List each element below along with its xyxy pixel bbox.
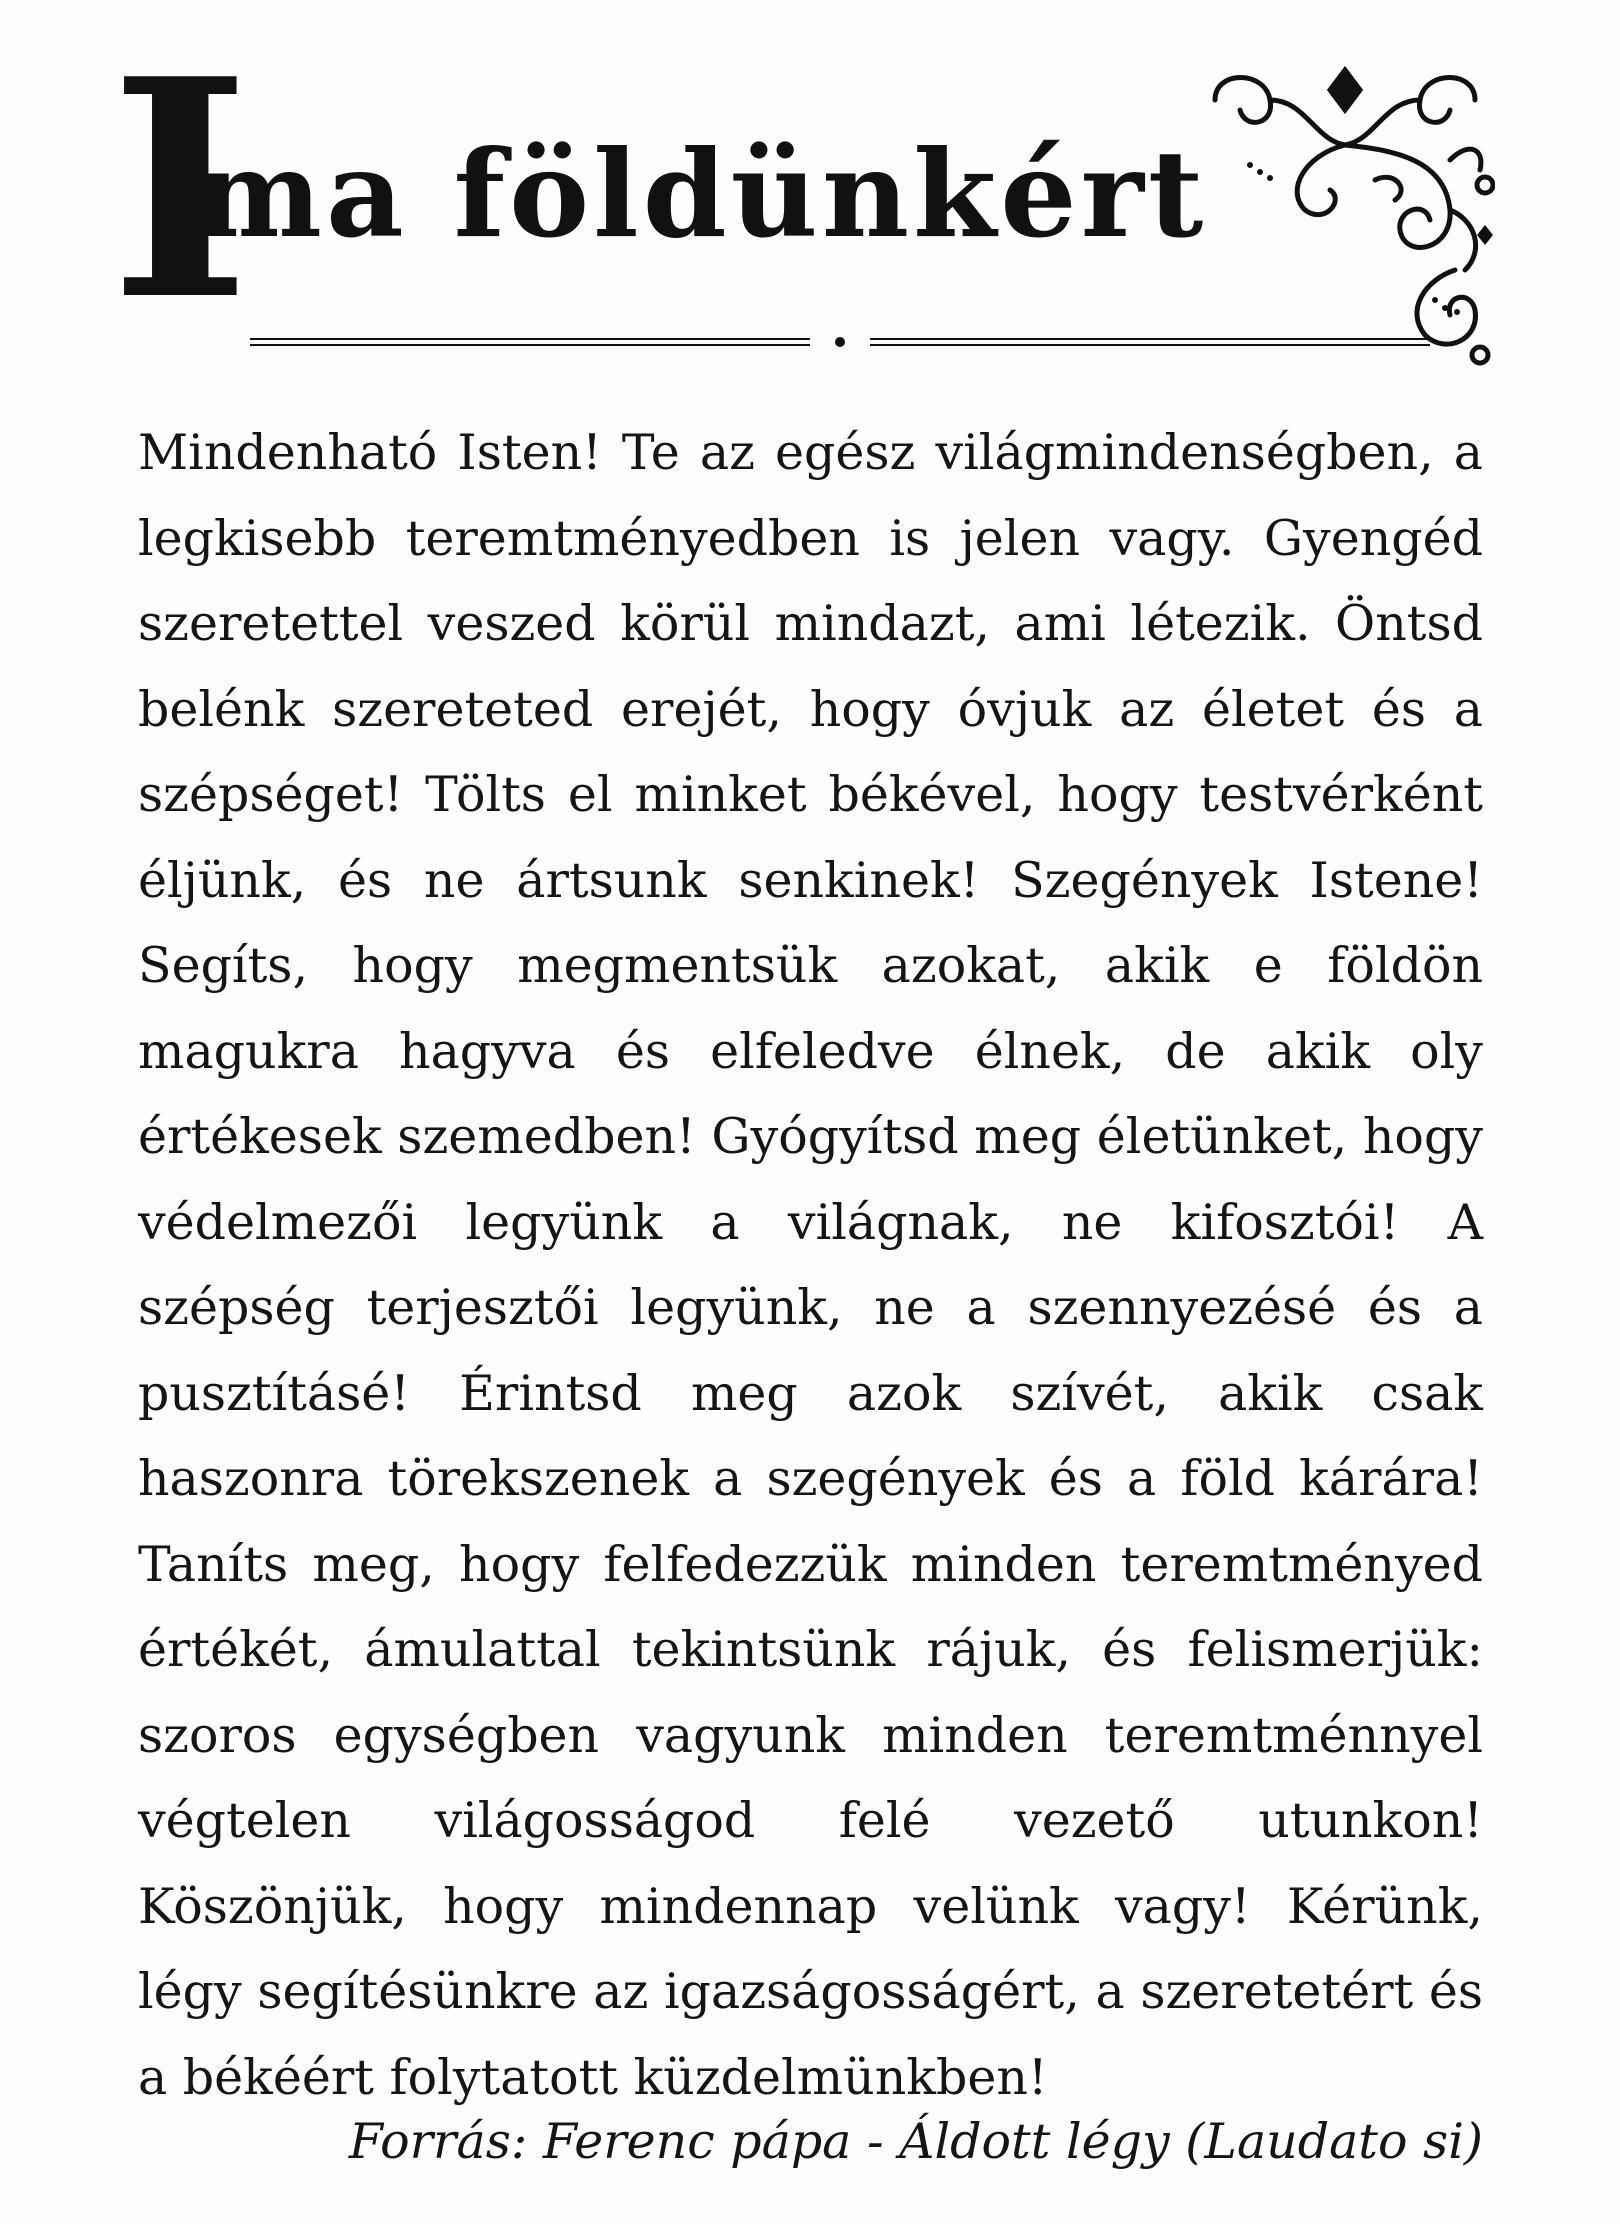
page-title: ma földünkért	[195, 124, 1208, 265]
corner-ornament-icon	[1195, 50, 1495, 370]
prayer-text: Mindenható Isten! Te az egész világmindenségben, a legkisebb teremtményedben is jelen vagy. Gyengéd szeretettel veszed körül mindazt, ami létezik. Öntsd belénk szereteted erejét, hogy óvjuk az életet és a szépséget! Tölts el minket békével, hogy testvérként éljünk, és ne ártsunk senkinek! Szegények Istene! Segíts, hogy megmentsük azokat, akik e földön magukra hagyva és elfeledve élnek, de akik oly értékesek szemedben! Gyógyítsd meg életünket, hogy védelmezői legyünk a világnak, ne kifosztói! A szépség terjesztői legyünk, ne a szennyezésé és a pusztításé! Érintsd meg azok szívét, akik csak haszonra törekszenek a szegények és a föld kárára! Taníts meg, hogy felfedezzük minden teremtményed értékét, ámulattal tekintsünk rájuk, és felismerjük: szoros egységben vagyunk minden teremtménnyel végtelen világosságod felé vezető utunkon! Köszönjük, hogy mindennap velünk vagy! Kérünk, légy segítésünkre az igazságosságért, a szeretetért és a békéért folytatott küzdelmünkben!	[138, 424, 1483, 2106]
title-initial: I	[110, 13, 251, 366]
source-citation: Forrás: Ferenc pápa - Áldott légy (Laudato si)	[348, 2113, 1483, 2170]
